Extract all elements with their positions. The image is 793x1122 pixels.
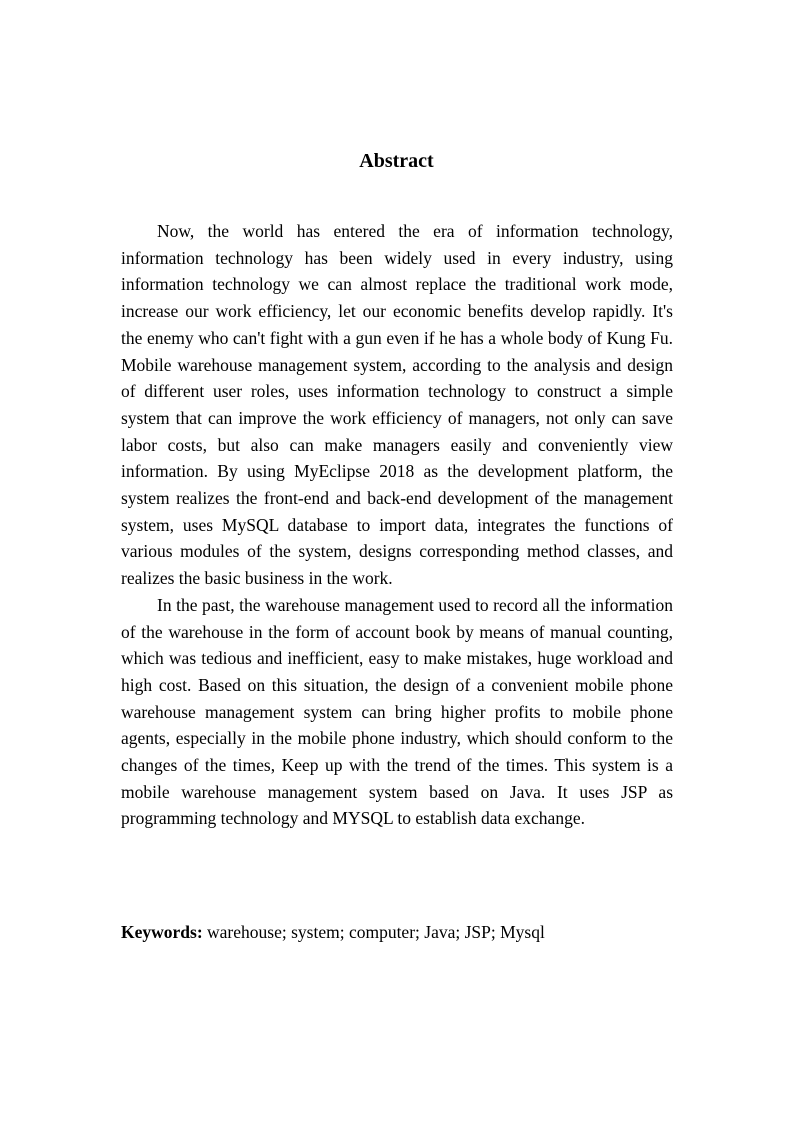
abstract-paragraph-1: Now, the world has entered the era of information technology, information technology has been widely used in every industry, using information technology we can almost replace the traditional work mode, increase our work efficiency, let our economic benefits develop rapidly. It's the enemy who can't fight with a gun even if he has a whole body of Kung Fu. Mobile warehouse management system, according to the analysis and design of different user roles, uses information technology to construct a simple system that can improve the work efficiency of managers, not only can save labor costs, but also can make managers easily and conveniently view information. By using MyEclipse 2018 as the development platform, the system realizes the front-end and back-end development of the management system, uses MySQL database to import data, integrates the functions of various modules of the system, designs corresponding method classes, and realizes the basic business in the work. — [121, 221, 673, 589]
keywords-label: Keywords: — [121, 922, 203, 942]
abstract-paragraph-2: In the past, the warehouse management used to record all the information of the warehouse in the form of account book by means of manual counting, which was tedious and inefficient, easy to make mistakes, huge workload and high cost. Based on this situation, the design of a convenient mobile phone warehouse management system can bring higher profits to mobile phone agents, especially in the mobile phone industry, which should conform to the changes of the times, Keep up with the trend of the times. This system is a mobile warehouse management system based on Java. It uses JSP as programming technology and MYSQL to establish data exchange. — [121, 594, 673, 829]
abstract-title: Abstract — [359, 150, 434, 172]
keywords-line — [121, 919, 681, 945]
abstract-body — [121, 218, 673, 832]
keywords-list: warehouse; system; computer; Java; JSP; Mysql — [202, 922, 545, 942]
